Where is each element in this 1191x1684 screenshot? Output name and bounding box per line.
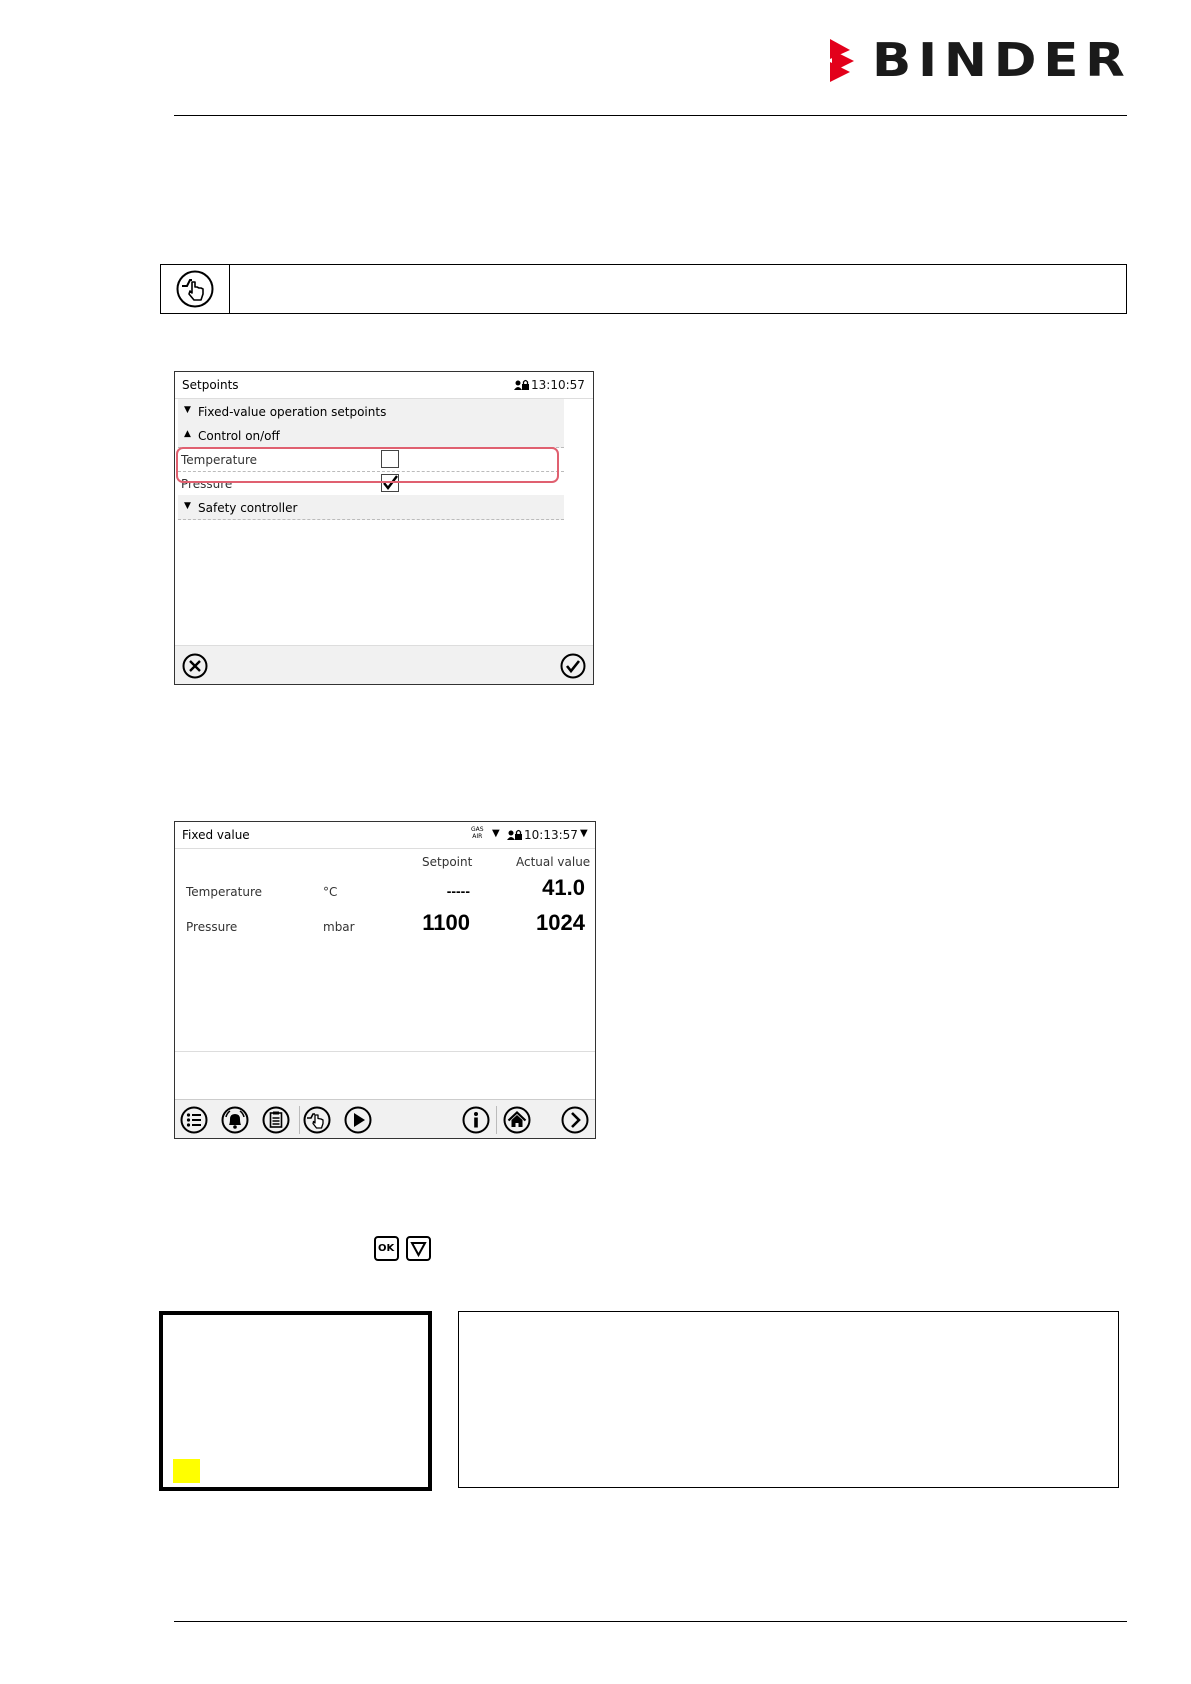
section-control-on-off[interactable] xyxy=(178,423,564,448)
dropdown-arrow-icon[interactable]: ▼ xyxy=(580,828,588,839)
menu-icon[interactable] xyxy=(180,1106,208,1134)
screen-title: Fixed value xyxy=(182,828,250,842)
clock: 13:10:57 xyxy=(531,378,585,392)
section-label: Fixed-value operation setpoints xyxy=(198,405,387,419)
temperature-setpoint[interactable]: ----- xyxy=(446,883,470,899)
info-icon[interactable] xyxy=(462,1106,490,1134)
pressure-setpoint[interactable]: 1100 xyxy=(422,910,470,935)
temperature-label: Temperature xyxy=(186,885,263,899)
next-icon[interactable] xyxy=(561,1106,589,1134)
column-setpoint: Setpoint xyxy=(422,855,473,869)
column-actual-value: Actual value xyxy=(516,855,591,869)
screen-title: Setpoints xyxy=(182,378,239,392)
info-box-right xyxy=(458,1311,1119,1488)
section-fixed-value-setpoints[interactable] xyxy=(178,399,564,424)
badge-bottom: AIR xyxy=(472,833,483,840)
alarm-bell-icon[interactable] xyxy=(221,1106,249,1134)
temperature-actual: 41.0 xyxy=(542,875,585,900)
pressure-label: Pressure xyxy=(186,920,238,934)
user-lock-icon[interactable] xyxy=(514,379,529,391)
confirm-icon[interactable] xyxy=(560,653,586,679)
pressure-unit: mbar xyxy=(323,920,355,934)
pressure-actual: 1024 xyxy=(536,910,585,935)
step-instruction-box xyxy=(160,264,1127,314)
row-label: Temperature xyxy=(181,453,258,467)
setpoint-entry-icon[interactable] xyxy=(303,1106,331,1134)
binder-logo-mark xyxy=(828,38,868,84)
screen-divider xyxy=(175,1051,595,1052)
setpoints-footer xyxy=(175,645,593,684)
step-icon-cell xyxy=(161,265,230,313)
fixed-value-toolbar xyxy=(175,1099,595,1138)
setpoint-entry-icon xyxy=(175,269,215,309)
home-icon[interactable] xyxy=(503,1106,531,1134)
header-rule xyxy=(174,115,1127,116)
setpoints-header xyxy=(175,372,593,399)
ok-key[interactable] xyxy=(374,1236,399,1261)
event-list-icon[interactable] xyxy=(262,1106,290,1134)
arrow-down-key[interactable] xyxy=(406,1236,431,1261)
binder-logo xyxy=(828,33,1132,87)
section-label: Safety controller xyxy=(198,501,298,515)
gas-air-badge xyxy=(471,826,484,840)
row-label: Pressure xyxy=(181,477,233,491)
toolbar-separator xyxy=(299,1106,300,1134)
footer-rule xyxy=(174,1621,1127,1622)
arrow-down-key-icon xyxy=(408,1238,429,1259)
info-box-left xyxy=(159,1311,432,1491)
user-lock-icon[interactable] xyxy=(507,829,522,841)
badge-top: GAS xyxy=(471,826,484,833)
cancel-icon[interactable] xyxy=(182,653,208,679)
section-safety-controller[interactable] xyxy=(178,495,564,520)
section-label: Control on/off xyxy=(198,429,280,443)
setpoints-screen xyxy=(174,371,594,685)
program-start-icon[interactable] xyxy=(344,1106,372,1134)
expanded-arrow-icon: ▲ xyxy=(184,429,191,439)
fixed-value-screen xyxy=(174,821,596,1139)
temperature-unit: °C xyxy=(323,885,338,899)
collapsed-arrow-icon: ▼ xyxy=(184,405,191,415)
yellow-marker xyxy=(173,1459,200,1483)
temperature-highlight xyxy=(176,447,559,483)
brand-name: BINDER xyxy=(872,33,1132,87)
toolbar-separator xyxy=(496,1106,497,1134)
clock: 10:13:57 xyxy=(524,828,578,842)
dropdown-arrow-icon[interactable]: ▼ xyxy=(492,828,500,839)
ok-key-label: OK xyxy=(378,1243,395,1254)
fixed-value-header xyxy=(175,822,595,849)
collapsed-arrow-icon: ▼ xyxy=(184,501,191,511)
